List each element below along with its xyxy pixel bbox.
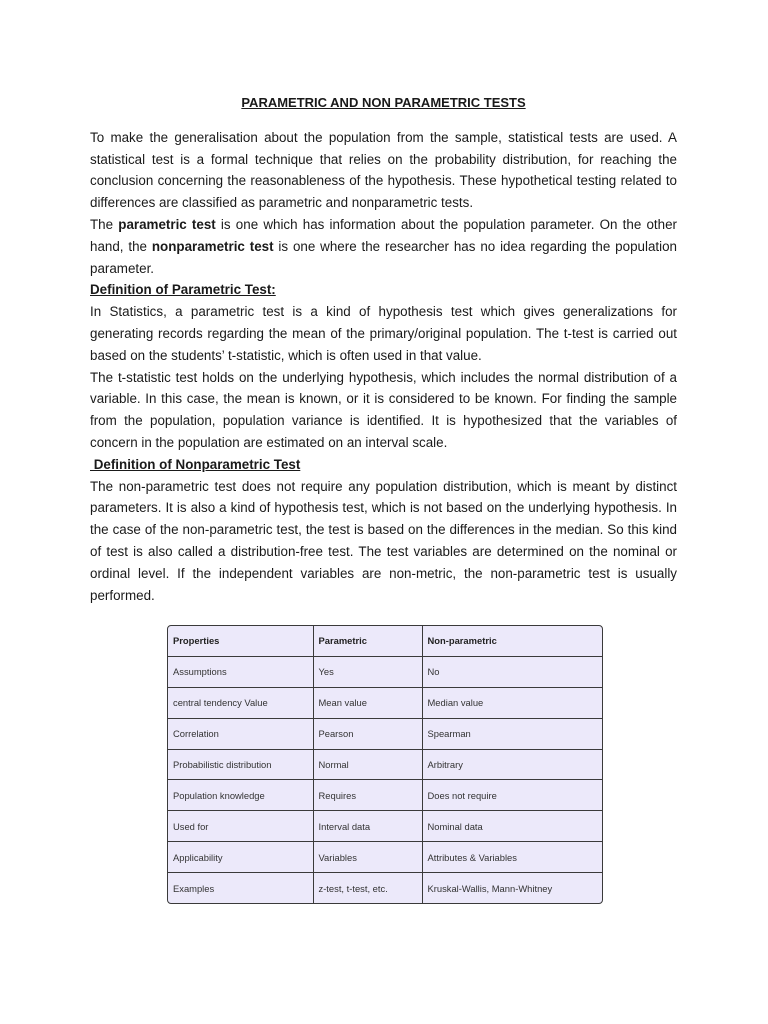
table-cell: No: [422, 656, 602, 687]
nonparametric-definition-heading: Definition of Nonparametric Test: [90, 456, 301, 472]
parametric-definition-paragraph-2: The t-statistic test holds on the underlying hypothesis, which includes the normal distribution of a variable. In this case, the mean is known, or it is considered to be known. For finding the sample from the population, population variance is identified. It is hypothesized that the variables of concern in the population are estimated on an interval scale.: [90, 369, 677, 450]
table-cell: Attributes & Variables: [422, 842, 602, 873]
table-cell: Normal: [313, 749, 422, 780]
table-row: [168, 749, 602, 780]
table-cell: Correlation: [168, 718, 313, 749]
table-cell: Interval data: [313, 811, 422, 842]
table-header-cell: Non-parametric: [422, 626, 602, 656]
parametric-test-term: parametric test: [118, 216, 216, 232]
table-header-row: [168, 626, 602, 656]
nonparametric-test-term: nonparametric test: [151, 238, 274, 254]
table-cell: central tendency Value: [168, 687, 313, 718]
document-body: [90, 92, 677, 606]
intro-paragraph: To make the generalisation about the population from the sample, statistical tests are used. A statistical test is a formal technique that relies on the probability distribution, for reaching the conclusion concerning the reasonableness of the hypothesis. These hypothetical testing related to differences are classified as parametric and nonparametric tests.: [90, 129, 677, 211]
table-row: [168, 811, 602, 842]
parametric-definition-paragraph-1: In Statistics, a parametric test is a kind of hypothesis test which gives generalizations for generating records regarding the mean of the primary/original population. The t-test is carried out based on the students’ t-statistic, which is often used in that value.: [90, 304, 677, 363]
table-row: [168, 780, 602, 811]
table-cell: Mean value: [313, 687, 422, 718]
nonparametric-definition-paragraph: The non-parametric test does not require any population distribution, which is meant by distinct parameters. It is also a kind of hypothesis test, which is not based on the underlying hypothesis. In the case of the non-parametric test, the test is based on the differences in the median. So this kind of test is also called a distribution-free test. The test variables are determined on the nominal or ordinal level. If the independent variables are non-metric, the non-parametric test is usually performed.: [90, 478, 677, 603]
parametric-definition-heading: Definition of Parametric Test:: [90, 282, 276, 298]
table-row: [168, 656, 602, 687]
table-cell: Used for: [168, 811, 313, 842]
table-cell: Applicability: [168, 842, 313, 873]
table-cell: Yes: [313, 656, 422, 687]
table-cell: Variables: [313, 842, 422, 873]
table-cell: Kruskal-Wallis, Mann-Whitney: [427, 882, 553, 894]
table-cell: Spearman: [422, 718, 602, 749]
comparison-table: [167, 625, 603, 904]
table-row: [168, 842, 602, 873]
table-cell: Probabilistic distribution: [168, 749, 313, 780]
table-cell: Nominal data: [422, 811, 602, 842]
table-header-cell: Parametric: [313, 626, 422, 656]
table-cell: Arbitrary: [422, 749, 602, 780]
table-cell: z-test, t-test, etc.: [313, 873, 422, 903]
table-row: [168, 718, 602, 749]
definition-summary-paragraph: The parametric test is one which has information about the population parameter. On the other hand, the nonparametric test is one where the researcher has no idea regarding the population parameter.: [90, 216, 678, 276]
table-row: [168, 873, 602, 903]
table-cell: Requires: [313, 780, 422, 811]
document-title: PARAMETRIC AND NON PARAMETRIC TESTS: [241, 95, 526, 110]
table-cell: Examples: [168, 873, 313, 903]
table-cell: Does not require: [422, 780, 602, 811]
table-cell: Median value: [422, 687, 602, 718]
table-cell: Pearson: [313, 718, 422, 749]
table-cell: Population knowledge: [168, 780, 313, 811]
table-row: [168, 687, 602, 718]
table-cell: Assumptions: [168, 656, 313, 687]
table-header-cell: Properties: [168, 626, 313, 656]
